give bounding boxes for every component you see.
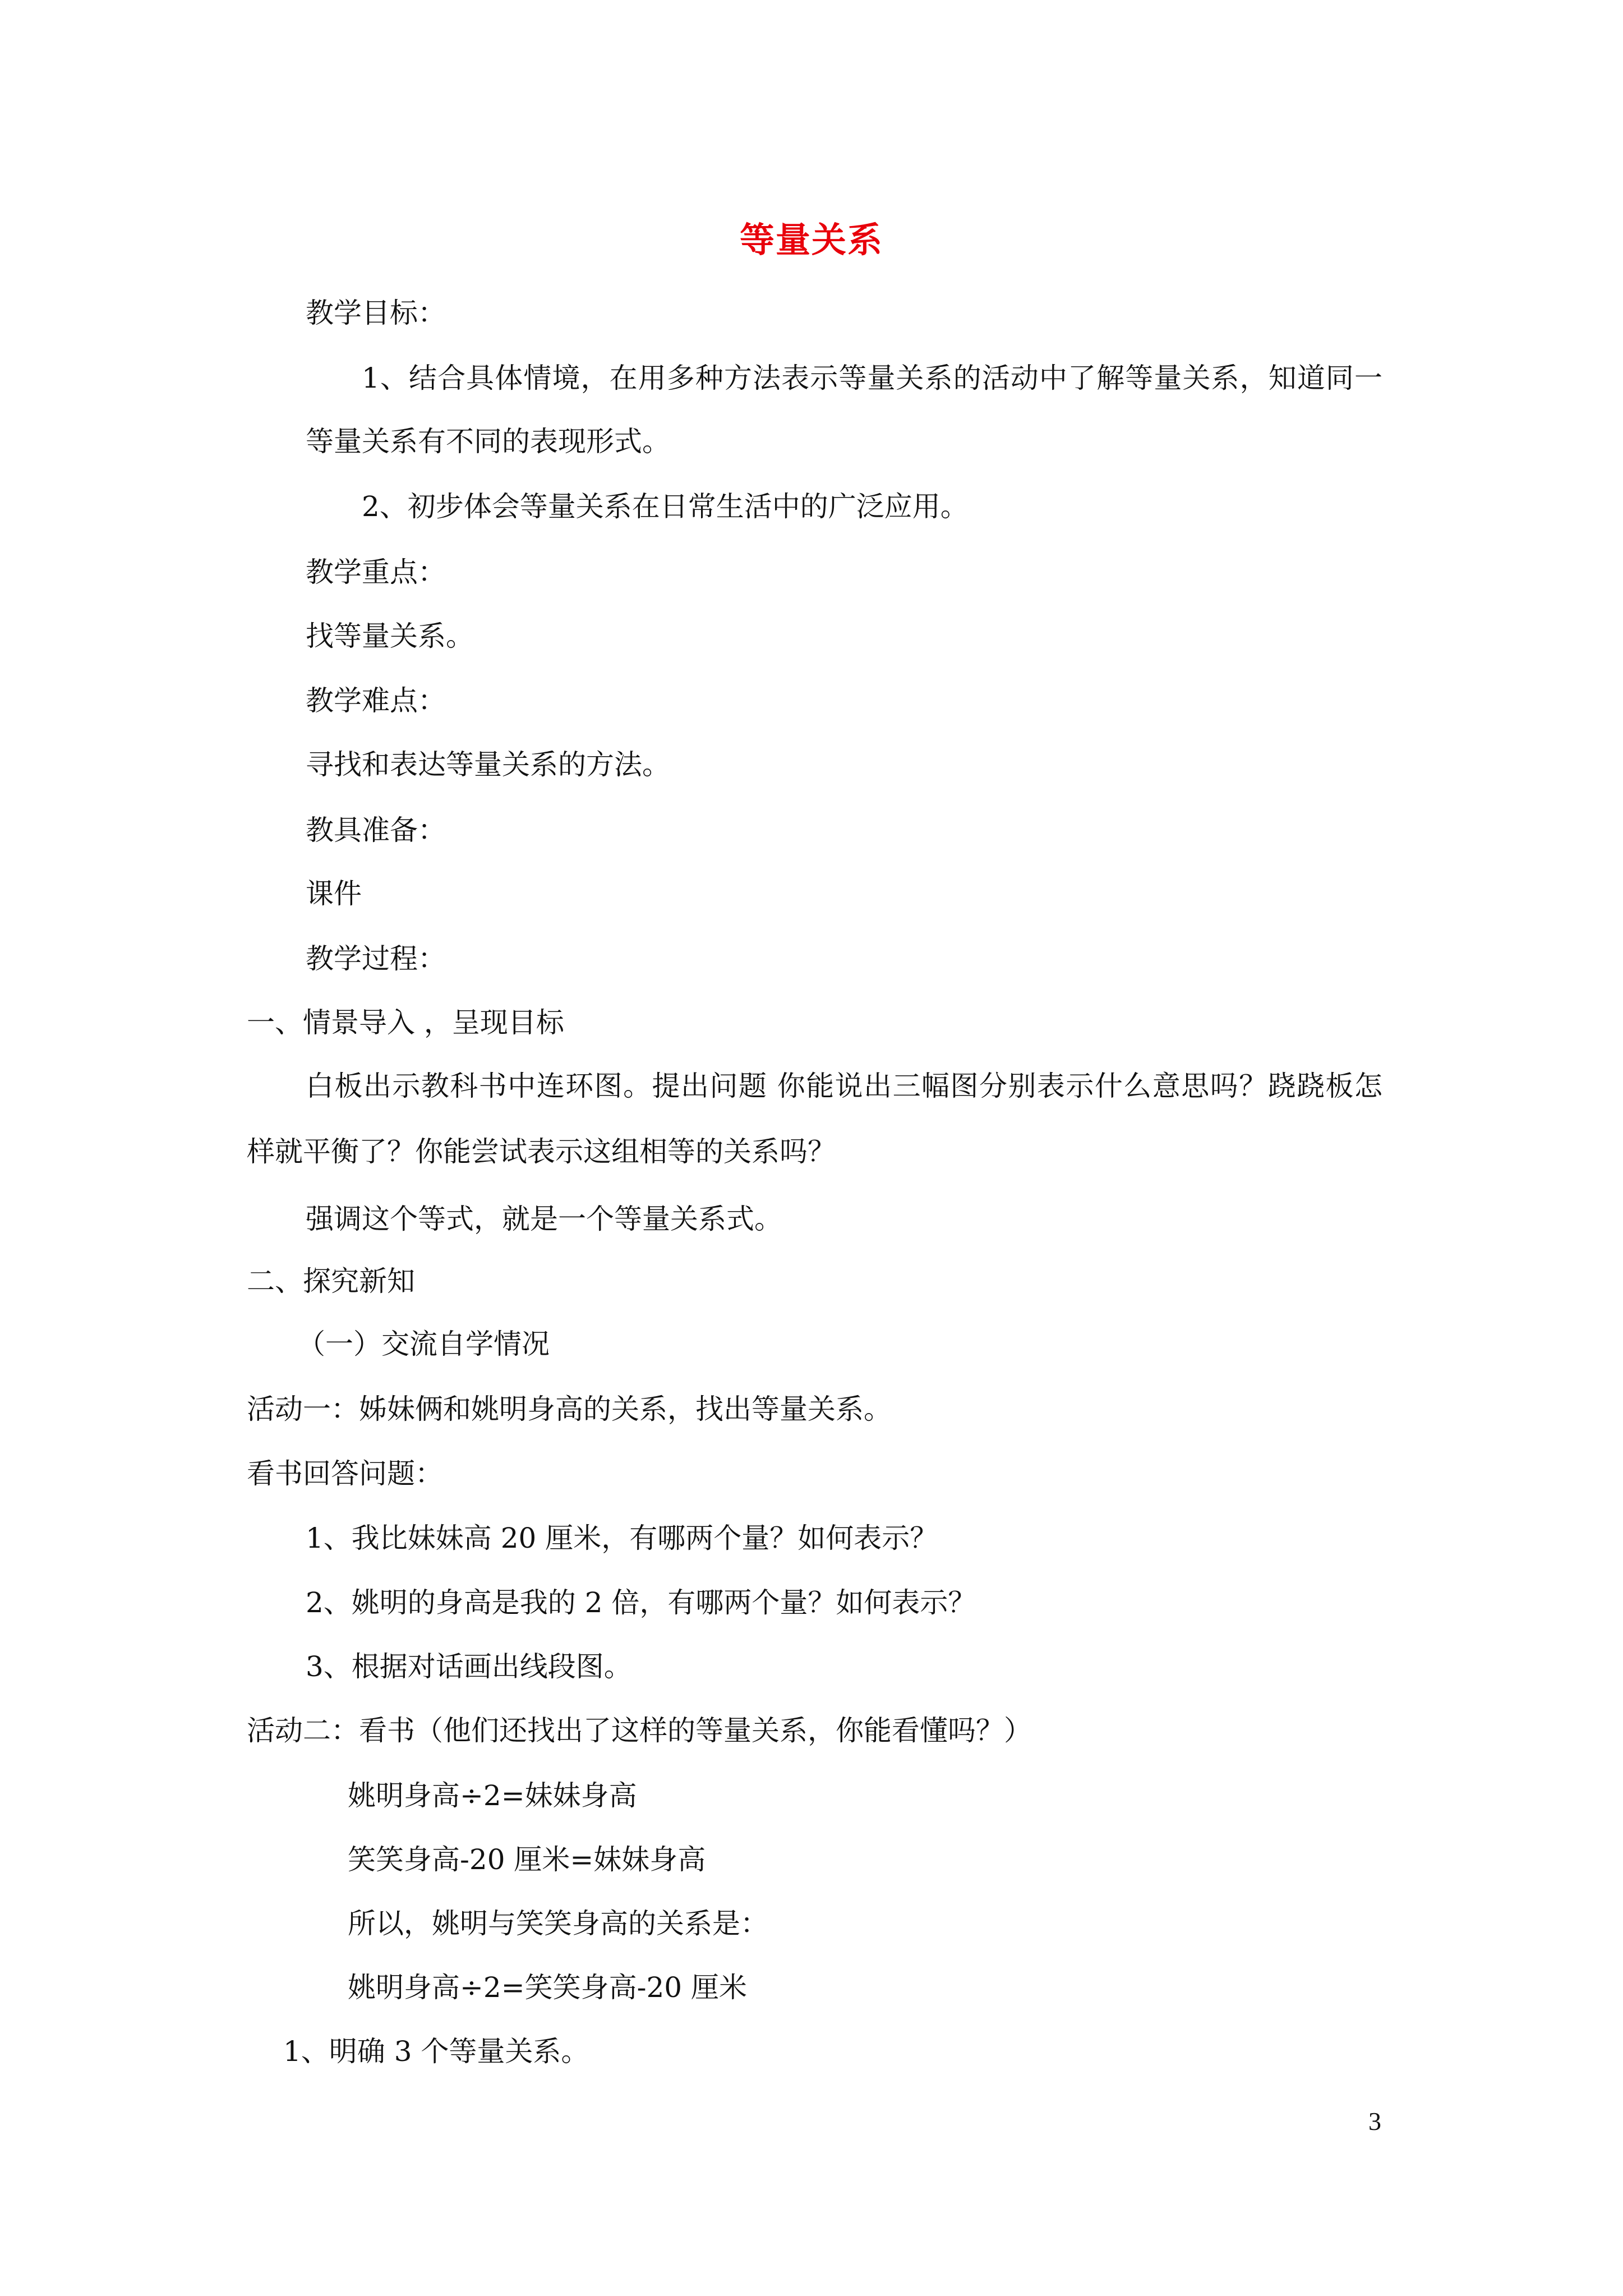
equation-1: 姚明身高÷2=妹妹身高 (348, 1779, 637, 1812)
heading-key-point: 教学重点： (306, 556, 446, 588)
section-one-heading: 一、情景导入 ，呈现目标 (247, 1006, 564, 1039)
question-1: 1、我比妹妹高 20 厘米，有哪两个量？如何表示？ (306, 1522, 938, 1554)
objective-2: 2、初步体会等量关系在日常生活中的广泛应用。 (362, 490, 969, 523)
section-one-paragraph-line-2: 样就平衡了？你能尝试表示这组相等的关系吗？ (247, 1135, 836, 1168)
page-number: 3 (1368, 2107, 1381, 2136)
section-two-heading: 二、探究新知 (247, 1265, 415, 1297)
subsection-one-heading: （一）交流自学情况 (297, 1328, 550, 1360)
activity-two: 活动二：看书（他们还找出了这样的等量关系，你能看懂吗？） (247, 1714, 1032, 1747)
heading-objectives: 教学目标： (306, 297, 446, 329)
activity-one: 活动一：姊妹俩和姚明身高的关系，找出等量关系。 (247, 1393, 892, 1425)
read-and-answer: 看书回答问题： (247, 1457, 443, 1490)
relationship-intro: 所以，姚明与笑笑身高的关系是： (348, 1907, 768, 1940)
clarify-three-relations: 1、明确 3 个等量关系。 (283, 2035, 589, 2068)
heading-process: 教学过程： (306, 942, 446, 975)
objective-1-line-1: 1、结合具体情境，在用多种方法表示等量关系的活动中了解等量关系，知道同一 (362, 362, 1382, 394)
heading-difficulty: 教学难点： (306, 684, 446, 717)
document-title: 等量关系 (739, 219, 883, 260)
objective-1-line-2: 等量关系有不同的表现形式。 (306, 425, 670, 458)
teaching-aids-text: 课件 (306, 877, 362, 910)
key-point-text: 找等量关系。 (306, 620, 474, 652)
equation-3: 姚明身高÷2=笑笑身高-20 厘米 (348, 1971, 748, 2004)
equation-2: 笑笑身高-20 厘米=妹妹身高 (348, 1843, 706, 1876)
section-one-emphasis: 强调这个等式，就是一个等量关系式。 (306, 1203, 782, 1235)
question-3: 3、根据对话画出线段图。 (306, 1650, 632, 1683)
section-one-paragraph-line-1: 白板出示教科书中连环图。提出问题 你能说出三幅图分别表示什么意思吗？跷跷板怎 (306, 1070, 1382, 1102)
difficulty-text: 寻找和表达等量关系的方法。 (306, 748, 670, 781)
heading-teaching-aids: 教具准备： (306, 814, 446, 846)
question-2: 2、姚明的身高是我的 2 倍，有哪两个量？如何表示？ (306, 1586, 976, 1619)
